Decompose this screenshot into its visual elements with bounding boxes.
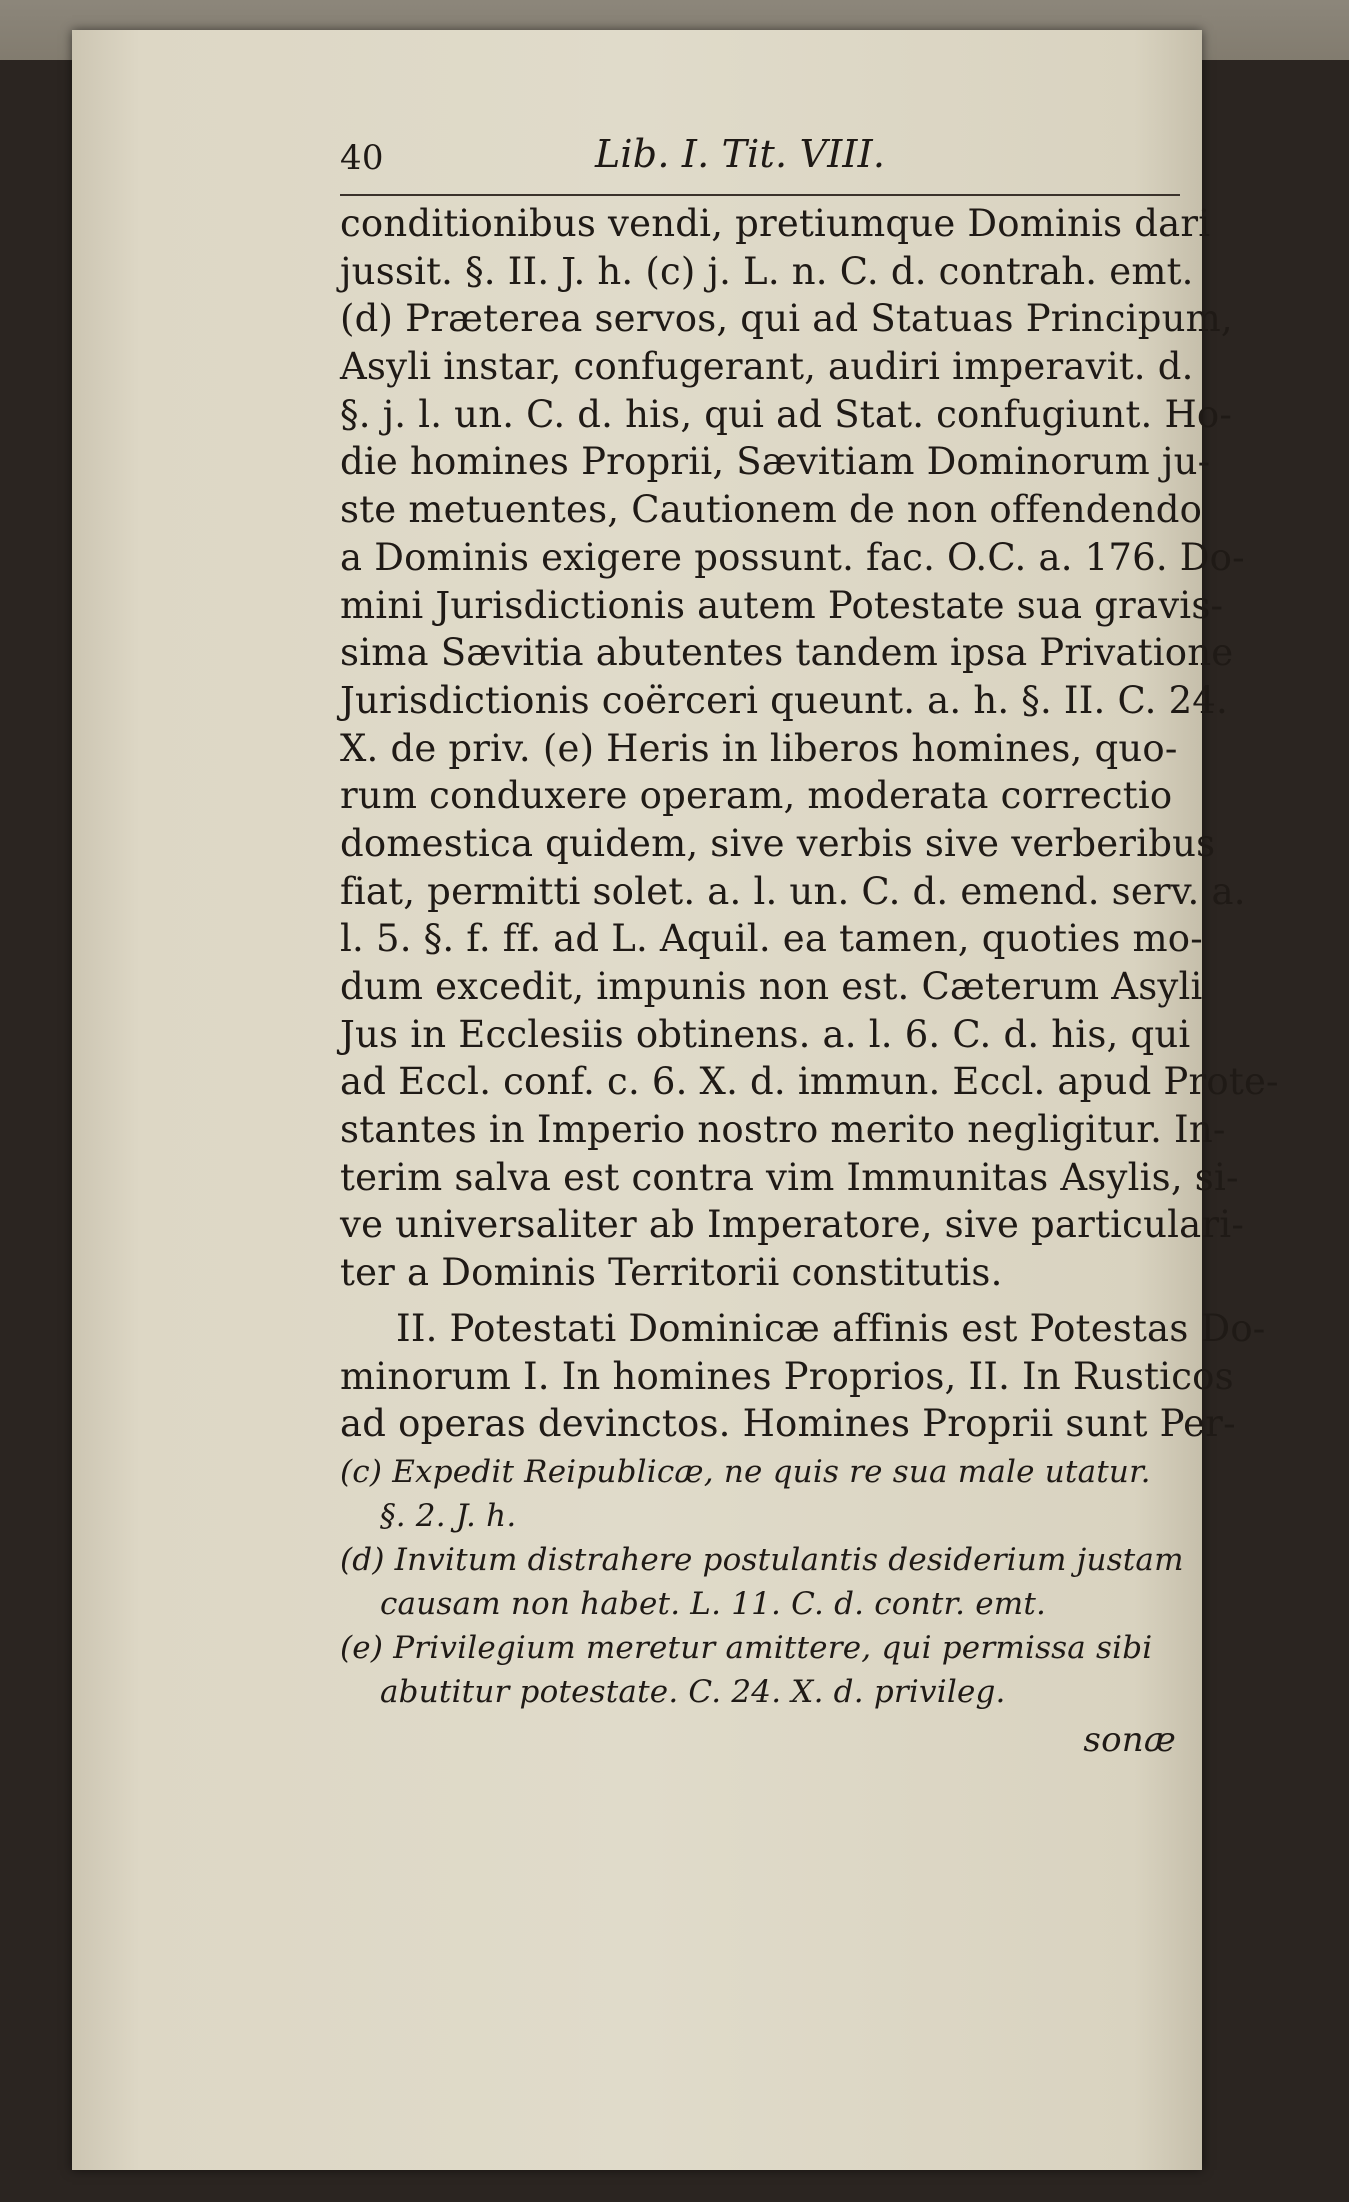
body-line: l. 5. §. f. ff. ad L. Aquil. ea tamen, quoties mo- [340,917,1203,961]
footnote-e-continued: abutitur potestate. C. 24. X. d. privileg. [380,1673,1006,1710]
running-head [340,130,1180,192]
body-line: rum conduxere operam, moderata correctio [340,774,1173,818]
body-line: domestica quidem, sive verbis sive verberibus [340,821,1216,865]
body-line: ad operas devinctos. Homines Proprii sunt Per- [340,1402,1236,1446]
body-line: ter a Dominis Territorii constitutis. [340,1251,1003,1295]
body-line: terim salva est contra vim Immunitas Asylis, si- [340,1155,1239,1199]
body-line: ve universaliter ab Imperatore, sive particulari- [340,1203,1245,1247]
body-line: die homines Proprii, Sævitiam Dominorum ju- [340,440,1211,484]
body-paragraph-two [340,1305,1266,1448]
head-rule [340,194,1180,196]
text-block [340,130,1279,1760]
body-paragraph-one [340,200,1279,1297]
body-line: sima Sævitia abutentes tandem ipsa Privatione [340,631,1234,675]
body-line: II. Potestati Dominicæ affinis est Potestas Do- [396,1306,1266,1350]
body-line: dum excedit, impunis non est. Cæterum Asyli [340,965,1203,1008]
body-line: Asyli instar, confugerant, audiri imperavit. d. [340,345,1194,389]
body-line: (d) Præterea servos, qui ad Statuas Principum, [340,297,1233,341]
body-line: fiat, permitti solet. a. l. un. C. d. emend. serv. a. [340,869,1246,913]
body-line: §. j. l. un. C. d. his, qui ad Stat. confugiunt. Ho- [340,392,1233,436]
body-line: jussit. §. II. J. h. (c) j. L. n. C. d. contrah. emt. [340,249,1194,293]
body-line: Jurisdictionis coërceri queunt. a. h. §. II. C. 24. [340,678,1229,722]
footnotes [340,1450,1184,1714]
body-line: ste metuentes, Cautionem de non offendendo [340,488,1203,532]
footnote-d: (d) Invitum distrahere postulantis desiderium justam [340,1541,1184,1578]
footnote-c: (c) Expedit Reipublicæ, ne quis re sua male utatur. [340,1453,1151,1490]
body-line: minorum I. In homines Proprios, II. In Rusticos [340,1354,1234,1398]
body-line: a Dominis exigere possunt. fac. O.C. a. 176. Do- [340,535,1245,579]
body-line: conditionibus vendi, pretiumque Dominis dari [340,202,1211,245]
footnote-e: (e) Privilegium meretur amittere, qui permissa sibi [340,1629,1153,1666]
footnote-c-continued: §. 2. J. h. [380,1497,517,1534]
page-number: 40 [340,138,384,178]
body-line: X. de priv. (e) Heris in liberos homines, quo- [340,726,1178,770]
body-line: Jus in Ecclesiis obtinens. a. l. 6. C. d. his, qui [340,1012,1191,1056]
catchword: sonæ [1083,1719,1176,1760]
body-line: ad Eccl. conf. c. 6. X. d. immun. Eccl. apud Prote- [340,1060,1279,1104]
body-line: mini Jurisdictionis autem Potestate sua gravis- [340,583,1224,627]
footnote-d-continued: causam non habet. L. 11. C. d. contr. emt. [380,1585,1047,1622]
body-line: stantes in Imperio nostro merito negligitur. In- [340,1108,1226,1152]
running-title: Lib. I. Tit. VIII. [595,132,886,176]
